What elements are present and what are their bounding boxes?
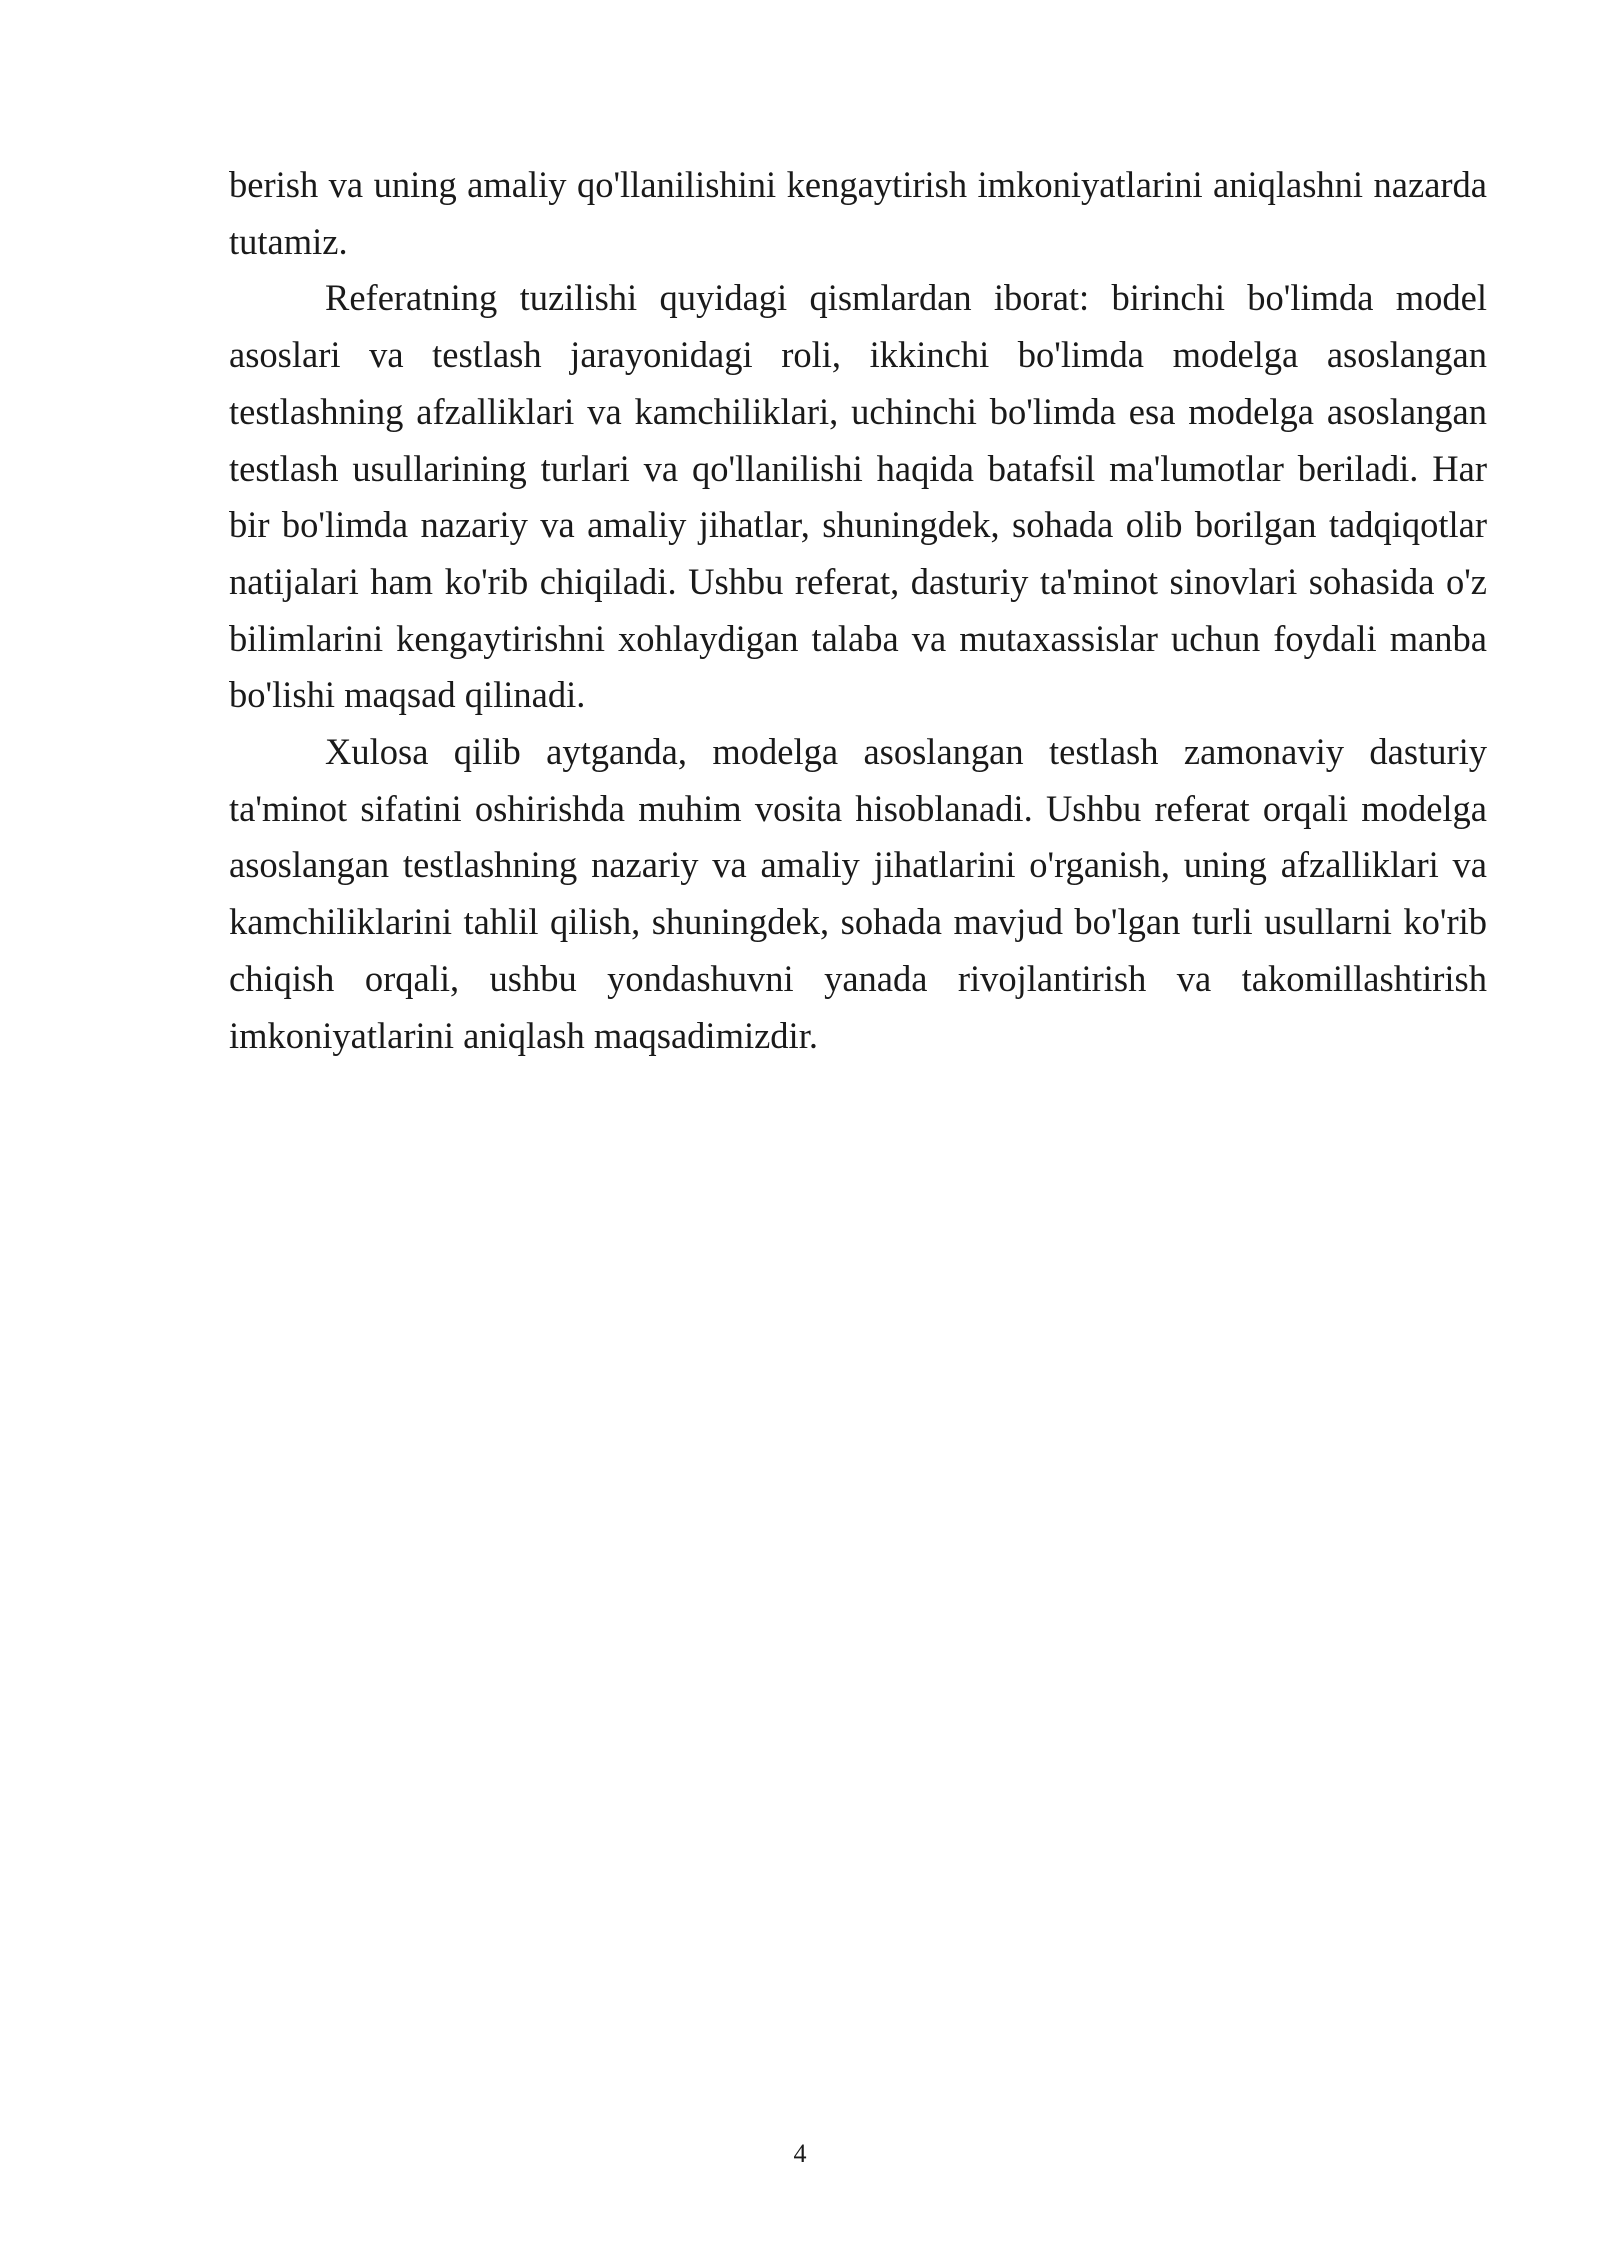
paragraph-conclusion: Xulosa qilib aytganda, modelga asoslangan testlash zamonaviy dasturiy ta'minot sifatini oshirishda muhim vosita hisoblanadi. Ushbu referat orqali modelga asoslangan testlashning nazariy va amaliy jihatlarini o'rganish, uning afzalliklari va kamchiliklarini tahlil qilish, shuningdek, sohada mavjud bo'lgan turli usullarni ko'rib chiqish orqali, ushbu yondashuvni yanada rivojlantirish va takomillashtirish imkoniyatlarini aniqlash maqsadimizdir. bbox=[229, 731, 1487, 1056]
page-number: 4 bbox=[793, 2139, 807, 2168]
document-body bbox=[229, 157, 1487, 1064]
paragraph-continuation: berish va uning amaliy qo'llanilishini kengaytirish imkoniyatlarini aniqlashni nazarda tutamiz. bbox=[229, 164, 1487, 262]
paragraph-structure: Referatning tuzilishi quyidagi qismlardan iborat: birinchi bo'limda model asoslari va testlash jarayonidagi roli, ikkinchi bo'limda modelga asoslangan testlashning afzalliklari va kamchiliklari, uchinchi bo'limda esa modelga asoslangan testlash usullarining turlari va qo'llanilishi haqida batafsil ma'lumotlar beriladi. Har bir bo'limda nazariy va amaliy jihatlar, shuningdek, sohada olib borilgan tadqiqotlar natijalari ham ko'rib chiqiladi. Ushbu referat, dasturiy ta'minot sinovlari sohasida o'z bilimlarini kengaytirishni xohlaydigan talaba va mutaxassislar uchun foydali manba bo'lishi maqsad qilinadi. bbox=[229, 277, 1487, 716]
